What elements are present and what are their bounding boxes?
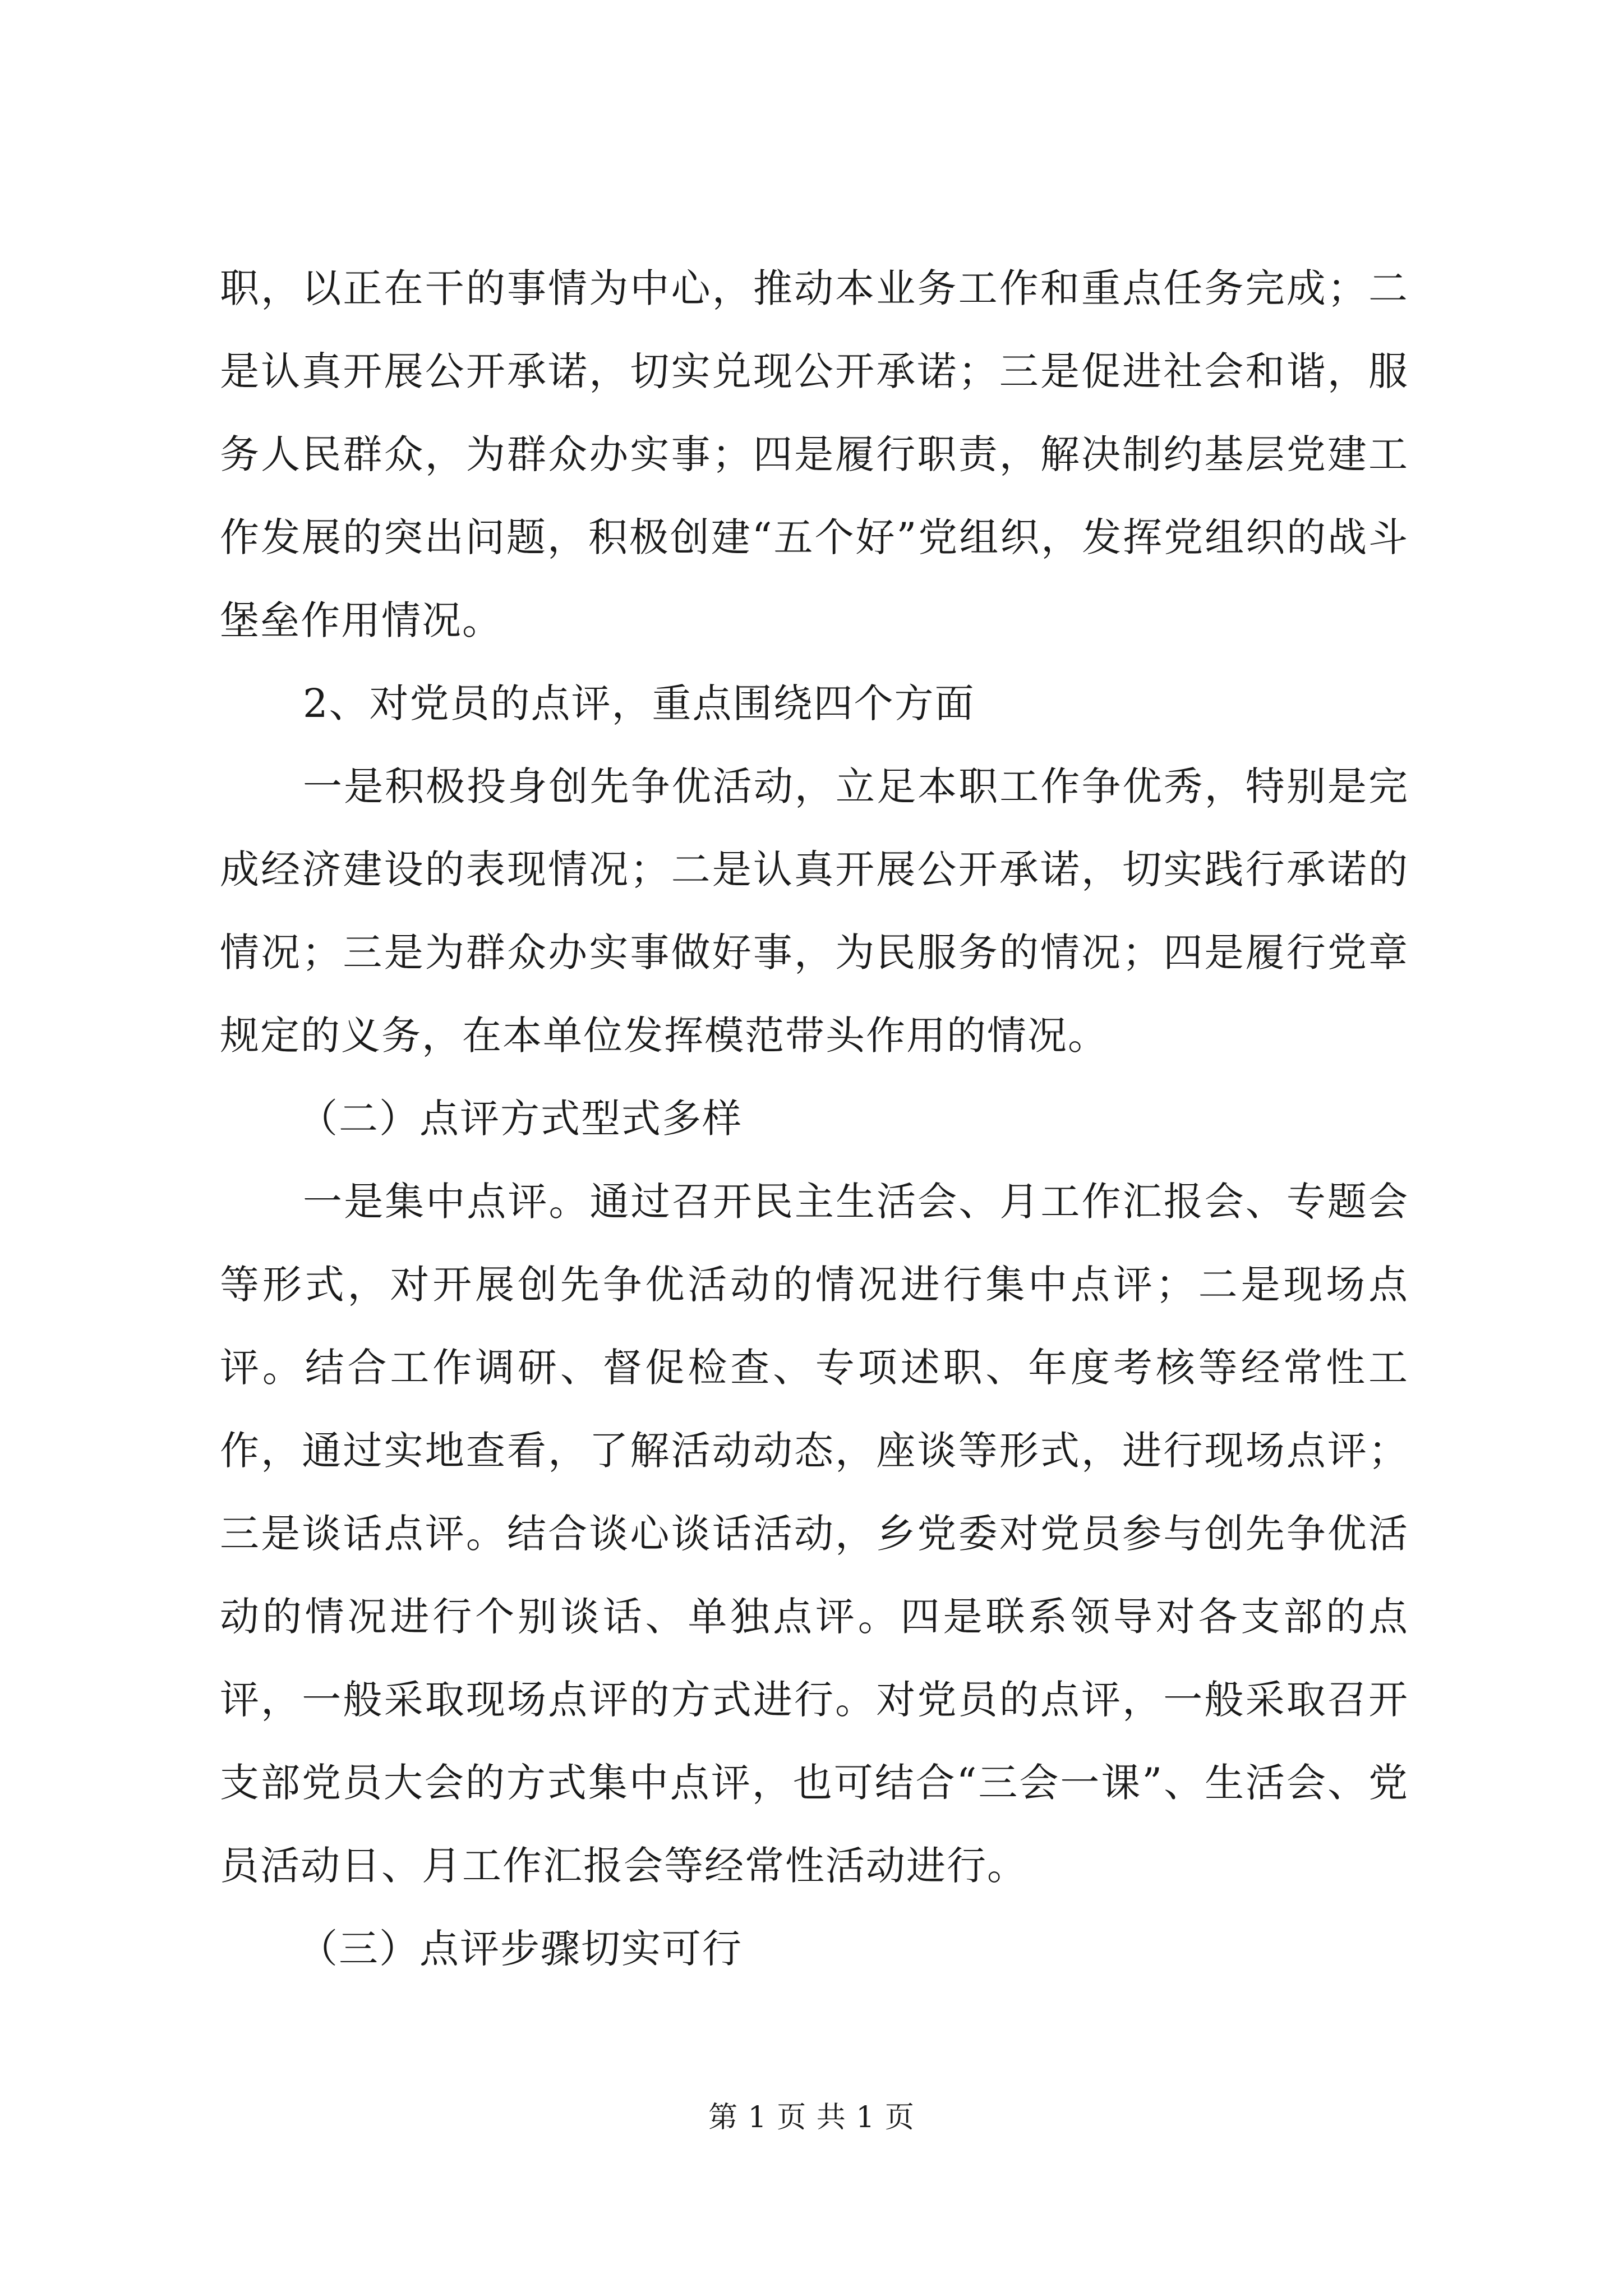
paragraph-review-methods: 一是集中点评。通过召开民主生活会、月工作汇报会、专题会等形式，对开展创先争优活动的情况进行集中点评；二是现场点评。结合工作调研、督促检查、专项述职、年度考核等经常性工作，通过实地查看，了解活动动态，座谈等形式，进行现场点评；三是谈话点评。结合谈心谈话活动，乡党委对党员参与创先争优活动的情况进行个别谈话、单独点评。四是联系领导对各支部的点评，一般采取现场点评的方式进行。对党员的点评，一般采取召开支部党员大会的方式集中点评，也可结合“三会一课”、生活会、党员活动日、月工作汇报会等经常性活动进行。 bbox=[220, 1179, 1409, 1889]
page-footer: 第 1 页 共 1 页 bbox=[708, 2101, 915, 2134]
section-heading-review-methods: （二）点评方式型式多样 bbox=[298, 1096, 743, 1142]
paragraph-continuation: 职，以正在干的事情为中心，推动本业务工作和重点任务完成；二是认真开展公开承诺，切实兑现公开承诺；三是促进社会和谐，服务人民群众，为群众办实事；四是履行职责，解决制约基层党建工作发展的突出问题，积极创建“五个好”党组织，发挥党组织的战斗堡垒作用情况。 bbox=[220, 265, 1409, 643]
document-body bbox=[220, 247, 1409, 1990]
section-heading-party-member-review: 2、对党员的点评，重点围绕四个方面 bbox=[303, 680, 975, 726]
paragraph-member-review-aspects: 一是积极投身创先争优活动，立足本职工作争优秀，特别是完成经济建设的表现情况；二是认真开展公开承诺，切实践行承诺的情况；三是为群众办实事做好事，为民服务的情况；四是履行党章规定的义务，在本单位发挥模范带头作用的情况。 bbox=[220, 763, 1409, 1059]
section-heading-review-steps: （三）点评步骤切实可行 bbox=[298, 1926, 743, 1972]
